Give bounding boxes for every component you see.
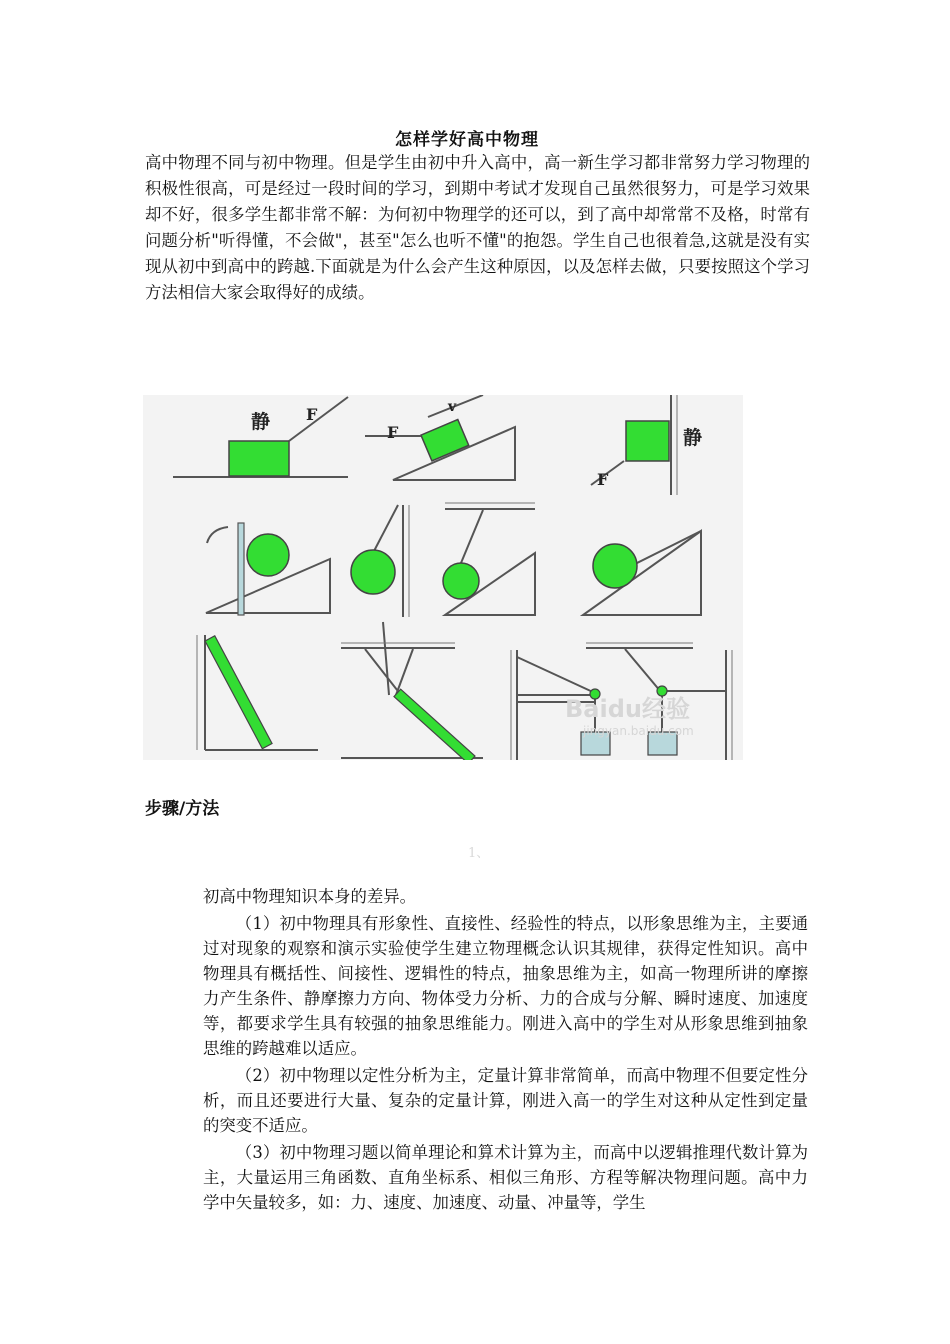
page-title: 怎样学好高中物理 — [395, 130, 539, 150]
intro-paragraph: 高中物理不同与初中物理。但是学生由初中升入高中，高一新生学习都非常努力学习物理的积极性很高，可是经过一段时间的学习，到期中考试才发现自己虽然很努力，可是学习效果却不好，很多学生都非常不解：为何初中物理学的还可以，到了高中却常常不及格，时常有问题分析"听得懂，不会做"，甚至"怎么也听不懂"的抱怨。学生自己也很着急,这就是没有实现从初中到高中的跨越.下面就是为什么会产生这种原因，以及怎样去做，只要按照这个学习方法相信大家会取得好的成绩。 — [145, 153, 810, 302]
label-velocity: v — [448, 399, 457, 415]
faint-step-marker: 1、 — [468, 846, 490, 861]
section-intro: 初高中物理知识本身的差异。 — [203, 887, 417, 906]
label-static-floor: 静 — [251, 411, 271, 433]
paragraph-1: （1）初中物理具有形象性、直接性、经验性的特点，以形象思维为主，主要通过对现象的观察和演示实验使学生建立物理概念认识其规律，获得定性知识。高中物理具有概括性、间接性、逻辑性的特点，抽象思维为主，如高一物理所讲的摩擦力产生条件、静摩擦力方向、物体受力分析、力的合成与分解、瞬时速度、加速度等，都要求学生具有较强的抽象思维能力。刚进入高中的学生对从形象思维到抽象思维的跨越难以适应。 — [203, 914, 808, 1058]
watermark-logo: Baidu经验 — [565, 695, 690, 723]
steps-heading: 步骤/方法 — [145, 799, 220, 819]
label-static-wall: 静 — [683, 427, 703, 449]
label-force-1: F — [306, 405, 318, 424]
paragraph-2: （2）初中物理以定性分析为主，定量计算非常简单，而高中物理不但要定性分析，而且还要进行大量、复杂的定量计算，刚进入高一的学生对这种从定性到定量的突变不适应。 — [203, 1066, 808, 1135]
label-force-3: F — [597, 470, 609, 489]
physics-diagrams-figure — [143, 395, 743, 760]
label-force-2: F — [387, 423, 399, 442]
watermark-url: jingyan.baidu.com — [583, 724, 694, 738]
section-body — [203, 884, 808, 1215]
paragraph-3: （3）初中物理习题以简单理论和算术计算为主，而高中以逻辑推理代数计算为主，大量运用三角函数、直角坐标系、相似三角形、方程等解决物理问题。高中力学中矢量较多，如：力、速度、加速度、动量、冲量等，学生 — [203, 1143, 808, 1212]
